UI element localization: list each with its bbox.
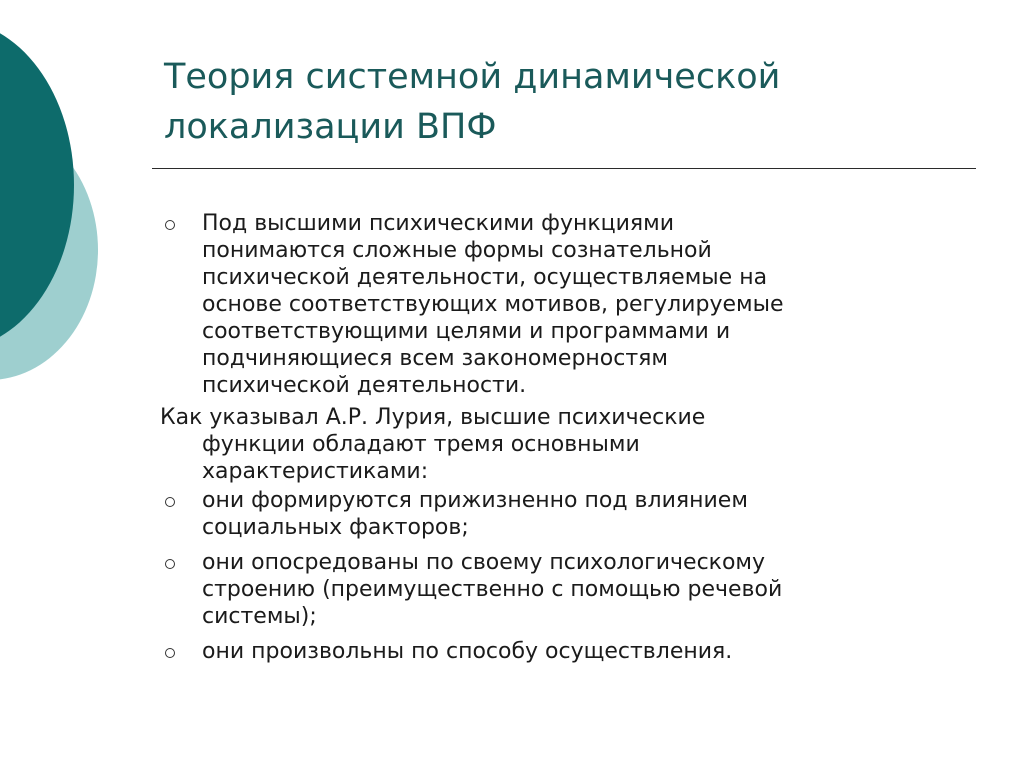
text-line: они произвольны по способу осуществления.	[202, 639, 733, 664]
text-line: социальных факторов;	[202, 515, 469, 540]
text-line: характеристиками:	[202, 459, 429, 484]
text-line: основе соответствующих мотивов, регулируемые	[202, 292, 784, 317]
text-line: они формируются прижизненно под влиянием	[202, 488, 748, 513]
text-line: психической деятельности, осуществляемые на	[202, 265, 768, 290]
paragraph	[160, 404, 980, 485]
bullet-item	[160, 638, 980, 665]
text-line: подчиняющиеся всем закономерностям	[202, 346, 669, 371]
bullet-item	[160, 549, 980, 630]
text-line: системы);	[202, 604, 317, 629]
slide-body	[160, 210, 980, 667]
text-line: строению (преимущественно с помощью речевой	[202, 577, 783, 602]
text-line: функции обладают тремя основными	[202, 432, 640, 457]
bullet-circle-icon	[165, 497, 175, 507]
bullet-item	[160, 487, 980, 541]
slide-title	[164, 52, 984, 152]
text-line: они опосредованы по своему психологическому	[202, 550, 766, 575]
title-divider	[152, 168, 976, 169]
text-line: Под высшими психическими функциями	[202, 211, 675, 236]
text-line: понимаются сложные формы сознательной	[202, 238, 712, 263]
bullet-circle-icon	[165, 559, 175, 569]
title-line: локализации ВПФ	[164, 107, 497, 147]
bullet-circle-icon	[165, 220, 175, 230]
text-line: соответствующими целями и программами и	[202, 319, 731, 344]
text-line: Как указывал А.Р. Лурия, высшие психические	[160, 405, 706, 430]
bullet-circle-icon	[165, 648, 175, 658]
text-line: психической деятельности.	[202, 373, 527, 398]
bullet-item	[160, 210, 980, 399]
title-line: Теория системной динамической	[164, 57, 781, 97]
